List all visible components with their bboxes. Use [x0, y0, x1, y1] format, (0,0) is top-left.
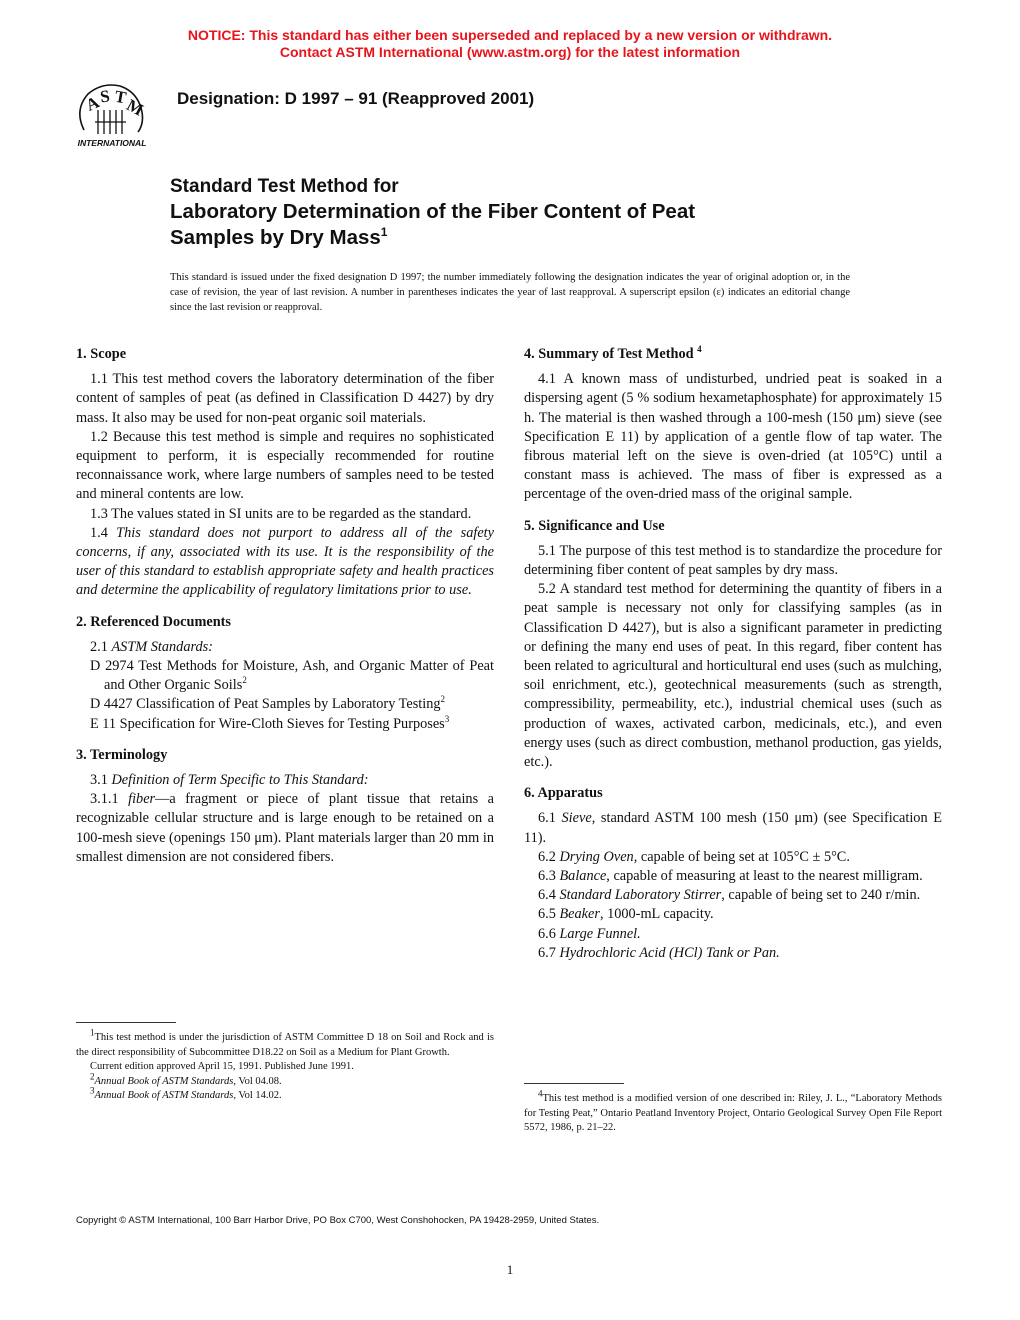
apparatus-item: 6.7 Hydrochloric Acid (HCl) Tank or Pan.	[538, 944, 780, 961]
notice-line-2: Contact ASTM International (www.astm.org) for the latest information	[279, 44, 741, 60]
paragraph: 2.1 ASTM Standards:	[90, 638, 213, 655]
footnote: $^3$Annual Book of ASTM Standards, Vol 14.02.	[90, 1085, 282, 1101]
right-column	[524, 345, 942, 975]
document-title	[170, 175, 870, 251]
section-scope	[76, 345, 494, 601]
page-number: 1	[506, 1262, 514, 1277]
footnotes-right	[524, 1088, 942, 1136]
section-heading: 5. Significance and Use	[524, 517, 665, 534]
title-line-2: Laboratory Determination of the Fiber Content of Peat	[170, 200, 696, 223]
reference-item: D 4427 Classification of Peat Samples by Laboratory Testing$^2$	[90, 694, 446, 713]
issue-note: This standard is issued under the fixed designation D 1997; the number immediately following the designation indicates the year of original adoption or, in the case of revision, the year of last revision. A number in parentheses indicates the year of last reapproval. A superscript epsilon (ε) indicates an editorial change since the last revision or reapproval.	[170, 272, 850, 313]
notice-line-1: NOTICE: This standard has either been superseded and replaced by a new version or withdrawn.	[187, 27, 833, 43]
reference-item: D 2974 Test Methods for Moisture, Ash, and Organic Matter of Peat and Other Organic Soils$^2$	[90, 658, 494, 694]
svg-text:M: M	[123, 95, 147, 120]
footnotes-left	[76, 1027, 494, 1104]
section-heading: 6. Apparatus	[524, 785, 603, 802]
section-heading: 3. Terminology	[76, 746, 168, 763]
copyright: Copyright © ASTM International, 100 Barr Harbor Drive, PO Box C700, West Conshohocken, PA 19428-2959, United States.	[76, 1215, 600, 1226]
svg-text:A: A	[82, 92, 103, 115]
paragraph: 3.1.1 fiber—a fragment or piece of plant tissue that retains a recognizable cellular structure and is large enough to be retained on a 100-mesh sieve (openings 150 μm). Plant materials larger than 20 mm in smallest dimension are not considered fibers.	[76, 791, 494, 865]
paragraph: 5.1 The purpose of this test method is to standardize the procedure for determining fiber content of peat samples by dry mass.	[524, 542, 942, 579]
svg-text:S: S	[98, 86, 111, 107]
designation: Designation: D 1997 – 91 (Reapproved 2001)	[177, 89, 535, 108]
svg-text:T: T	[113, 86, 128, 108]
paragraph: 4.1 A known mass of undisturbed, undried peat is soaked in a dispersing agent (5 % sodium hexametaphosphate) for approximately 15 h. The material is then washed through a 100-mesh (150 μm) sieve (see Specification E 11) by application of a gentle flow of tap water. The fibrous material left on the sieve is oven-dried (at 105°C) until a constant mass is achieved. The mass of fiber is expressed as a percentage of the oven-dried mass of the original sample.	[524, 371, 942, 503]
section-heading: 4. Summary of Test Method $^4$	[524, 344, 702, 362]
footnote: $^1$This test method is under the jurisdiction of ASTM Committee D 18 on Soil and Rock and is the direct responsibility of Subcommittee D18.22 on Soil as a Medium for Plant Growth.	[76, 1027, 494, 1058]
section-significance	[524, 517, 942, 773]
paragraph: 1.4 This standard does not purport to address all of the safety concerns, if any, associated with its use. It is the responsibility of the user of this standard to establish appropriate safety and health practices and determine the applicability of regulatory limitations prior to use.	[76, 524, 494, 599]
left-column	[76, 345, 494, 879]
footnote-divider	[524, 1083, 624, 1084]
apparatus-item: 6.5 Beaker, 1000-mL capacity.	[538, 906, 714, 923]
section-terminology	[76, 746, 494, 867]
section-referenced-documents	[76, 613, 494, 734]
footnote-divider	[76, 1022, 176, 1023]
apparatus-item: 6.1 Sieve, standard ASTM 100 mesh (150 μm) (see Specification E 11).	[524, 810, 942, 846]
section-apparatus	[524, 784, 942, 963]
title-footnote-ref: 1	[380, 225, 388, 240]
footnote: Current edition approved April 15, 1991. Published June 1991.	[90, 1061, 354, 1072]
footnote: $^4$This test method is a modified version of one described in: Riley, J. L., “Laboratory Methods for Testing Peat,” Ontario Peatland Inventory Project, Ontario Geological Survey Open File Report 5572, 1986, p. 21–22.	[524, 1088, 942, 1133]
paragraph: 5.2 A standard test method for determining the quantity of fibers in a peat sample is necessary not only for classifying samples (as in Classification D 4427), but is also a significant parameter in predicting or defining the many end uses of peat. In this regard, fiber content has been related to agricultural and horticultural end uses (such as mulching, soil enrichment, etc.), geotechnical measurements (such as strength, compressibility, permeability, etc.), industrial chemical uses (such as production of waxes, activated carbon, medicinals, etc.), and even energy uses (such as direct combustion, methanol production, gas yields, etc.).	[524, 581, 942, 771]
apparatus-item: 6.2 Drying Oven, capable of being set at 105°C ± 5°C.	[538, 848, 850, 865]
apparatus-item: 6.3 Balance, capable of measuring at least to the nearest milligram.	[538, 868, 923, 885]
paragraph: 3.1 Definition of Term Specific to This Standard:	[90, 772, 369, 789]
section-heading: 1. Scope	[76, 346, 127, 362]
apparatus-item: 6.6 Large Funnel.	[538, 925, 641, 942]
footnote: $^2$Annual Book of ASTM Standards, Vol 04.08.	[90, 1071, 282, 1087]
withdrawal-notice	[0, 27, 1020, 61]
logo-text: INTERNATIONAL	[77, 138, 147, 148]
paragraph: 1.2 Because this test method is simple and requires no sophisticated equipment to perform, it is especially recommended for routine reconnaissance work, where large numbers of samples need to be tested and mineral contents are low.	[76, 428, 494, 503]
title-line-3: Samples by Dry Mass$^1$	[170, 225, 388, 249]
title-line-1: Standard Test Method for	[170, 176, 399, 197]
paragraph: 1.1 This test method covers the laboratory determination of the fiber content of samples of peat (as defined in Classification D 4427) by dry mass. It also may be used for non-peat organic soil materials.	[76, 371, 494, 426]
reference-item: E 11 Specification for Wire-Cloth Sieves for Testing Purposes$^3$	[90, 713, 450, 732]
section-summary	[524, 345, 942, 505]
section-heading: 2. Referenced Documents	[76, 613, 231, 630]
paragraph: 1.3 The values stated in SI units are to be regarded as the standard.	[90, 505, 472, 522]
apparatus-item: 6.4 Standard Laboratory Stirrer, capable of being set to 240 r/min.	[538, 887, 921, 904]
astm-logo-icon	[62, 80, 162, 152]
